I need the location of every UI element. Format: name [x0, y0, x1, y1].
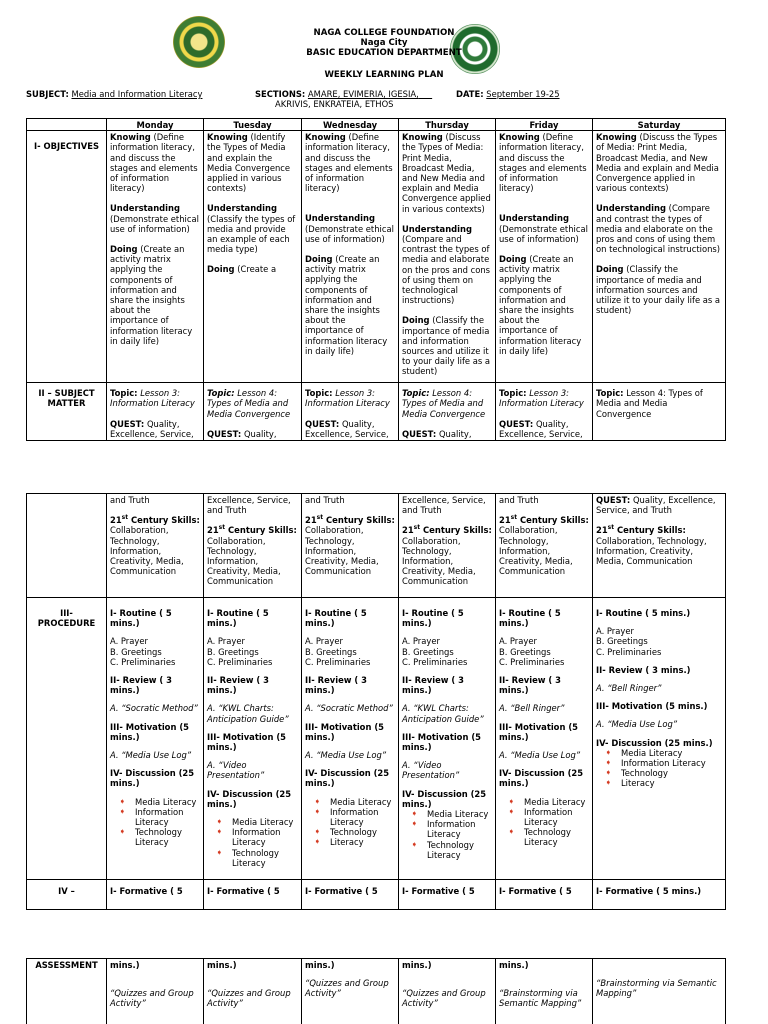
subject-label: SUBJECT: — [26, 89, 69, 99]
assessment-saturday-start: I- Formative ( 5 mins.) — [593, 880, 726, 910]
sections-value-2: AKRIVIS, ENKRATEIA, ETHOS — [275, 99, 394, 109]
procedure-saturday: I- Routine ( 5 mins.) A. Prayer B. Greetings C. Preliminaries II- Review ( 3 mins.) A. “Bell Ringer” III- Motivation (5 mins.) A. “Media Use Log” IV- Discussion (25 mins.) ➧ Media Literacy ➧ Information Literacy ➧ Technology ➧ Literacy — [593, 598, 726, 880]
diamond-arrow-bullet-icon: ➧ — [605, 747, 612, 757]
diamond-arrow-bullet-icon: ➧ — [508, 806, 515, 816]
date-label: DATE: — [456, 89, 484, 99]
diamond-arrow-bullet-icon: ➧ — [119, 827, 126, 837]
diamond-arrow-bullet-icon: ➧ — [508, 796, 515, 806]
subject-wednesday-cont: and Truth 21st Century Skills: Collaboration, Technology, Information, Creativity, Media, Communication — [302, 494, 399, 598]
diamond-arrow-bullet-icon: ➧ — [411, 839, 418, 849]
assessment-tuesday: mins.) “Quizzes and Group Activity” — [204, 959, 302, 1024]
sections-value-1: AMARE, EVIMERIA, IGESIA, — [307, 89, 419, 99]
school-name: NAGA COLLEGE FOUNDATION — [313, 28, 455, 38]
subject-continued-label — [27, 494, 107, 598]
diamond-arrow-bullet-icon: ➧ — [605, 768, 612, 778]
procedure-friday: I- Routine ( 5 mins.) A. Prayer B. Greetings C. Preliminaries II- Review ( 3 mins.) A. “Bell Ringer” III- Motivation (5 mins.) A. “Media Use Log” IV- Discussion (25 mins.) ➧ Media Literacy ➧ Information Literacy ➧ Technology Literacy — [496, 598, 593, 880]
plan-table-part-1 — [26, 118, 726, 441]
row-label-assessment: ASSESSMENT — [27, 959, 107, 1024]
assessment-wednesday: mins.) “Quizzes and Group Activity” — [302, 959, 399, 1024]
assessment-thursday-start: I- Formative ( 5 — [399, 880, 496, 910]
diamond-arrow-bullet-icon: ➧ — [314, 827, 321, 837]
assessment-saturday: “Brainstorming via Semantic Mapping” — [593, 959, 726, 1024]
plan-table-part-2 — [26, 493, 726, 910]
row-label-subject-matter: II – SUBJECT MATTER — [27, 383, 107, 441]
assessment-monday-start: I- Formative ( 5 — [107, 880, 204, 910]
objectives-monday: Knowing (Define information literacy, and discuss the stages and elements of information literacy) Understanding (Demonstrate ethical use of information) Doing (Create an activity matrix applying the components of information and share the insights about the importance of information literacy in daily life) — [107, 131, 204, 383]
header-day-saturday: Saturday — [593, 119, 726, 131]
assessment-tuesday-start: I- Formative ( 5 — [204, 880, 302, 910]
row-label-objectives: I- OBJECTIVES — [27, 131, 107, 383]
diamond-arrow-bullet-icon: ➧ — [508, 827, 515, 837]
procedure-monday: I- Routine ( 5 mins.) A. Prayer B. Greetings C. Preliminaries II- Review ( 3 mins.) A. “Socratic Method” III- Motivation (5 mins.) A. “Media Use Log” IV- Discussion (25 mins.) ➧ Media Literacy ➧ Information Literacy ➧ Technology Literacy — [107, 598, 204, 880]
header-day-thursday: Thursday — [399, 119, 496, 131]
plan-table-part-3 — [26, 958, 726, 1024]
subject-tuesday-cont: Excellence, Service, and Truth 21st Century Skills: Collaboration, Technology, Information, Creativity, Media, Communication — [204, 494, 302, 598]
diamond-arrow-bullet-icon: ➧ — [411, 819, 418, 829]
plan-title: WEEKLY LEARNING PLAN — [324, 70, 444, 80]
row-label-procedure: III- PROCEDURE — [27, 598, 107, 880]
school-city: Naga City — [360, 38, 408, 48]
header-day-wednesday: Wednesday — [302, 119, 399, 131]
diamond-arrow-bullet-icon: ➧ — [411, 809, 418, 819]
diamond-arrow-bullet-icon: ➧ — [605, 778, 612, 788]
objectives-wednesday: Knowing (Define information literacy, and discuss the stages and elements of information literacy) Understanding (Demonstrate ethical use of information) Doing (Create an activity matrix applying the components of information and share the insights about the importance of information literacy in daily life) — [302, 131, 399, 383]
diamond-arrow-bullet-icon: ➧ — [314, 837, 321, 847]
diamond-arrow-bullet-icon: ➧ — [119, 806, 126, 816]
subject-value: Media and Information Literacy — [71, 89, 203, 99]
subject-saturday-cont: QUEST: Quality, Excellence, Service, and Truth 21st Century Skills: Collaboration, Technology, Information, Creativity, Media, Communication — [593, 494, 726, 598]
sections-line — [255, 89, 432, 99]
assessment-wednesday-start: I- Formative ( 5 — [302, 880, 399, 910]
diamond-arrow-bullet-icon: ➧ — [314, 806, 321, 816]
subject-friday-cont: and Truth 21st Century Skills: Collaboration, Technology, Information, Creativity, Media, Communication — [496, 494, 593, 598]
assessment-friday: mins.) “Brainstorming via Semantic Mapping” — [496, 959, 593, 1024]
diamond-arrow-bullet-icon: ➧ — [314, 796, 321, 806]
diamond-arrow-bullet-icon: ➧ — [119, 796, 126, 806]
header-day-tuesday: Tuesday — [204, 119, 302, 131]
subject-wednesday: Topic: Lesson 3: Information Literacy QUEST: Quality, Excellence, Service, — [302, 383, 399, 441]
subject-thursday-cont: Excellence, Service, and Truth 21st Century Skills: Collaboration, Technology, Information, Creativity, Media, Communication — [399, 494, 496, 598]
procedure-thursday: I- Routine ( 5 mins.) A. Prayer B. Greetings C. Preliminaries II- Review ( 3 mins.) A. “KWL Charts: Anticipation Guide” III- Motivation (5 mins.) A. “Video Presentation” IV- Discussion (25 mins.) ➧ Media Literacy ➧ Information Literacy ➧ Technology Literacy — [399, 598, 496, 880]
assessment-monday: mins.) “Quizzes and Group Activity” — [107, 959, 204, 1024]
date-line — [456, 89, 560, 99]
objectives-thursday: Knowing (Discuss the Types of Media: Print Media, Broadcast Media, and New Media and explain and Media Convergence applied in various contexts) Understanding (Compare and contrast the types of media and elaborate on the pros and cons of using them on technological instructions) Doing (Classify the importance of media and information sources and utilize it to your daily life as a student) — [399, 131, 496, 383]
row-label-assessment-part: IV – — [27, 880, 107, 910]
header-day-friday: Friday — [496, 119, 593, 131]
diamond-arrow-bullet-icon: ➧ — [216, 827, 223, 837]
header-day-monday: Monday — [107, 119, 204, 131]
subject-monday-cont: and Truth 21st Century Skills: Collaboration, Technology, Information, Creativity, Media, Communication — [107, 494, 204, 598]
diamond-arrow-bullet-icon: ➧ — [216, 847, 223, 857]
procedure-wednesday: I- Routine ( 5 mins.) A. Prayer B. Greetings C. Preliminaries II- Review ( 3 mins.) A. “Socratic Method” III- Motivation (5 mins.) A. “Media Use Log” IV- Discussion (25 mins.) ➧ Media Literacy ➧ Information Literacy ➧ Technology ➧ Literacy — [302, 598, 399, 880]
sections-label: SECTIONS: — [255, 89, 306, 99]
diamond-arrow-bullet-icon: ➧ — [216, 817, 223, 827]
subject-line — [26, 89, 202, 99]
subject-tuesday: Topic: Lesson 4: Types of Media and Media Convergence QUEST: Quality, — [204, 383, 302, 441]
assessment-friday-start: I- Formative ( 5 — [496, 880, 593, 910]
procedure-tuesday: I- Routine ( 5 mins.) A. Prayer B. Greetings C. Preliminaries II- Review ( 3 mins.) A. “KWL Charts: Anticipation Guide” III- Motivation (5 mins.) A. “Video Presentation” IV- Discussion (25 mins.) ➧ Media Literacy ➧ Information Literacy ➧ Technology Literacy — [204, 598, 302, 880]
subject-monday: Topic: Lesson 3: Information Literacy QUEST: Quality, Excellence, Service, — [107, 383, 204, 441]
subject-friday: Topic: Lesson 3: Information Literacy QUEST: Quality, Excellence, Service, — [496, 383, 593, 441]
objectives-tuesday: Knowing (Identify the Types of Media and explain the Media Convergence applied in various contexts) Understanding (Classify the types of media and provide an example of each media type) Doing (Create a — [204, 131, 302, 383]
subject-thursday: Topic: Lesson 4: Types of Media and Media Convergence QUEST: Quality, — [399, 383, 496, 441]
objectives-friday: Knowing (Define information literacy, and discuss the stages and elements of information literacy) Understanding (Demonstrate ethical use of information) Doing (Create an activity matrix applying the components of information and share the insights about the importance of information literacy in daily life) — [496, 131, 593, 383]
subject-saturday: Topic: Lesson 4: Types of Media and Media Convergence — [593, 383, 726, 441]
diamond-arrow-bullet-icon: ➧ — [605, 758, 612, 768]
date-value: September 19-25 — [486, 89, 560, 99]
objectives-saturday: Knowing (Discuss the Types of Media: Print Media, Broadcast Media, and New Media and explain and Media Convergence applied in various contexts) Understanding (Compare and contrast the types of media and elaborate on the pros and cons of using them on technological instructions) Doing (Classify the importance of media and information sources and utilize it to your daily life as a student) — [593, 131, 726, 383]
assessment-thursday: mins.) “Quizzes and Group Activity” — [399, 959, 496, 1024]
department-name: BASIC EDUCATION DEPARTMENT — [306, 48, 462, 58]
header-blank — [27, 119, 107, 131]
